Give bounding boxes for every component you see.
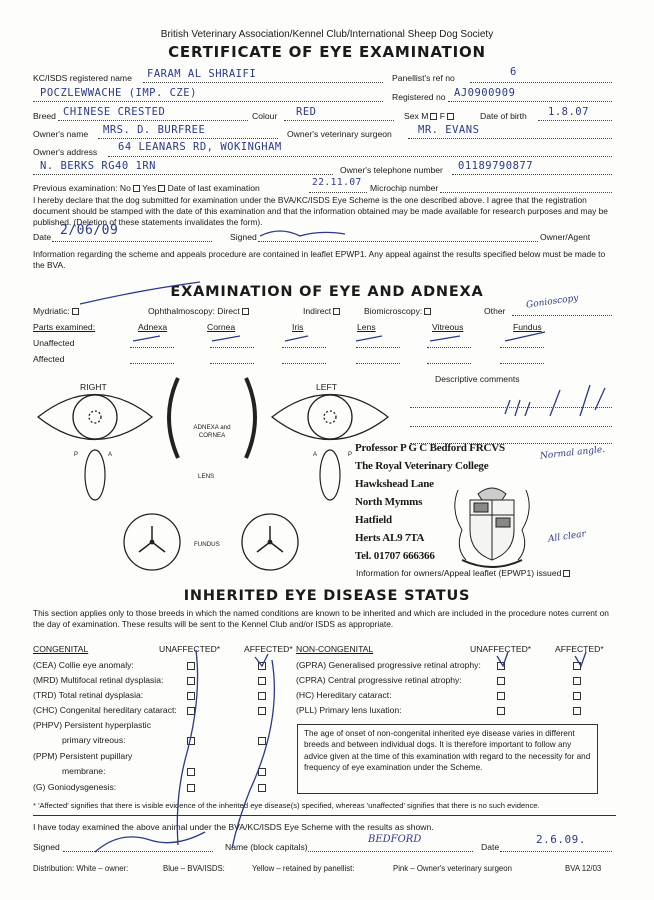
cong-affected-header: AFFECTED* — [244, 644, 293, 654]
vet-signature-stroke-2 — [232, 660, 274, 848]
declaration-text: I hereby declare that the dog submitted for examination under the BVA/KC/ISDS Eye Scheme is the one described above. I agree that the registration document should be stamped with the date of this examination and that the information obtained may be made available for research purposes and may be published. (Deletion of these statements invalidates the form). — [33, 195, 608, 228]
prev-exam-label: Previous examination: No — [33, 183, 131, 193]
sex-f-label: F — [439, 111, 446, 121]
fundus-label: FUNDUS — [194, 541, 220, 548]
row-code: (TRD) — [33, 690, 57, 700]
registered-no-value[interactable]: AJ0900909 — [454, 87, 516, 99]
vet-signature-stroke-1 — [177, 650, 197, 845]
lens-label: LENS — [198, 473, 215, 480]
vet-signed-label: Signed — [33, 842, 60, 852]
unaffected-label: Unaffected — [33, 338, 75, 348]
indirect-label: Indirect — [303, 306, 332, 316]
adnexa-cornea-label: ADNEXA and CORNEA — [193, 424, 231, 439]
left-p-label: P — [348, 452, 353, 458]
name-block-label: Name (block capitals) — [225, 842, 308, 852]
row-code: (PPM) — [33, 751, 58, 761]
row-code: (PHPV) — [33, 720, 63, 730]
stamp-line-3: Hawkshead Lane — [355, 478, 434, 490]
phone-value[interactable]: 01189790877 — [458, 160, 534, 172]
breed-value[interactable]: CHINESE CRESTED — [63, 106, 166, 118]
stamp-line-5: Hatfield — [355, 514, 392, 526]
right-eye-outline — [38, 395, 152, 440]
biomicroscopy-label: Biomicroscopy: — [364, 306, 423, 316]
congenital-header: CONGENITAL — [33, 644, 89, 654]
stamp-line-7: Tel. 01707 666366 — [355, 550, 435, 562]
date-label: Date — [33, 232, 52, 242]
affected-label: Affected — [33, 354, 65, 364]
stamp-line-1: Professor P G C Bedford FRCVS — [355, 442, 505, 454]
owner-address-value-line2[interactable]: N. BERKS RG40 1RN — [40, 160, 156, 172]
dob-label: Date of birth — [480, 111, 527, 121]
reg-name-label: KC/ISDS registered name — [33, 73, 132, 83]
row-code: (PLL) — [296, 705, 318, 715]
owner-address-label: Owner's address — [33, 147, 98, 157]
adnexa-title: EXAMINATION OF EYE AND ADNEXA — [170, 284, 484, 300]
row-name: Central progressive retinal atrophy: — [328, 675, 462, 685]
mydriatic-label: Mydriatic: — [33, 306, 70, 316]
owner-address-value[interactable]: 64 LEANARS RD, WOKINGHAM — [118, 141, 282, 153]
part-lens: Lens — [357, 322, 376, 332]
left-lens — [320, 450, 340, 500]
part-vitreous: Vitreous — [432, 322, 464, 332]
parts-examined-label: Parts examined: — [33, 322, 96, 332]
onset-note-box: The age of onset of non-congenital inherited eye disease varies in different breeds and between individual dogs. It is therefore important to follow any advice given at the time of this examination with regard to the necessity for and frequency of eye examination under the Scheme. — [297, 724, 598, 794]
form-code: BVA 12/03 — [565, 864, 602, 873]
left-eye-label: LEFT — [316, 382, 338, 392]
org-header: British Veterinary Association/Kennel Club/International Sheep Dog Society — [160, 29, 494, 40]
owner-signature — [260, 231, 345, 236]
other-value[interactable]: Gonioscopy — [525, 293, 580, 311]
right-p-label: P — [74, 452, 79, 458]
info-text: Information regarding the scheme and appeals procedure are contained in leaflet EPWP1. Any appeal against the results specified below must be made to the BVA. — [33, 249, 606, 271]
row-name: Generalised progressive retinal atrophy: — [328, 660, 481, 670]
prev-exam-yes-label: Yes — [142, 183, 157, 193]
right-eye-label: RIGHT — [80, 382, 107, 392]
stamp-line-4: North Mymms — [355, 496, 423, 508]
reg-name-value[interactable]: FARAM AL SHRAIFI — [147, 68, 257, 80]
inherited-title: INHERITED EYE DISEASE STATUS — [183, 588, 471, 604]
vet-date-label: Date — [481, 842, 500, 852]
row-name: Collie eye anomaly: — [58, 660, 134, 670]
left-cornea-bracket — [246, 378, 255, 458]
vet-date-value[interactable]: 2.6.09. — [536, 833, 586, 846]
row-name: Congenital hereditary cataract: — [59, 705, 177, 715]
distribution-white: Distribution: White – owner: — [33, 864, 129, 873]
panellist-ref-label: Panellist's ref no — [392, 73, 455, 83]
sex-label: Sex — [404, 111, 419, 121]
row-code: (CHC) — [33, 705, 58, 715]
part-adnexa: Adnexa — [138, 322, 168, 332]
vet-surgeon-label: Owner's veterinary surgeon — [287, 129, 392, 139]
microchip-label: Microchip number — [370, 183, 439, 193]
part-iris: Iris — [292, 322, 304, 332]
left-eye-diagram — [272, 395, 388, 440]
phone-label: Owner's telephone number — [340, 165, 443, 175]
non-unaffected-header: UNAFFECTED* — [470, 644, 532, 654]
row-code: (GPRA) — [296, 660, 327, 670]
last-exam-value[interactable]: 22.11.07 — [312, 177, 362, 188]
right-lens — [85, 450, 105, 500]
row-name: Hereditary cataract: — [316, 690, 392, 700]
panellist-ref-value[interactable]: 6 — [510, 66, 517, 78]
right-eye-diagram — [38, 395, 152, 440]
distribution-blue: Blue – BVA/ISDS: — [163, 864, 225, 873]
row-name: Total retinal dysplasia: — [58, 690, 144, 700]
colour-value[interactable]: RED — [296, 106, 317, 118]
row-name: Persistent hyperplastic — [64, 720, 151, 730]
footnote: * 'Affected' signifies that there is visible evidence of the inherited eye disease(s) specified, whereas 'unaffected' signifies that there is no such evidence. — [33, 801, 540, 810]
row-name: Multifocal retinal dysplasia: — [60, 675, 164, 685]
row-name: Primary lens luxation: — [319, 705, 402, 715]
row-code: (CEA) — [33, 660, 57, 670]
descriptive-comments-label: Descriptive comments — [435, 374, 520, 384]
right-pupil — [89, 411, 101, 423]
comment-normal-angle[interactable]: Normal angle. — [539, 444, 606, 462]
sex-m-label: M — [421, 111, 429, 121]
comment-all-clear[interactable]: All clear — [547, 529, 587, 545]
owner-name-label: Owner's name — [33, 129, 89, 139]
date-value[interactable]: 2/06/09 — [60, 223, 119, 238]
vet-surgeon-value[interactable]: MR. EVANS — [418, 124, 480, 136]
right-a-label: A — [108, 452, 113, 458]
stamp-line-2: The Royal Veterinary College — [355, 460, 489, 472]
row-code: (CPRA) — [296, 675, 326, 685]
row-name: Persistent pupillary — [59, 751, 133, 761]
last-exam-label: Date of last examination — [167, 183, 260, 193]
breed-label: Breed — [33, 111, 56, 121]
registered-no-label: Registered no — [392, 92, 446, 102]
certificate-title: CERTIFICATE OF EYE EXAMINATION — [168, 43, 486, 61]
pen-marks — [80, 231, 605, 852]
left-iris — [308, 395, 352, 439]
right-cornea-bracket — [169, 378, 178, 458]
owner-name-value[interactable]: MRS. D. BURFREE — [103, 124, 206, 136]
cong-row-phpv-2: primary vitreous: — [62, 735, 126, 745]
vet-signature — [95, 832, 205, 852]
examined-statement: I have today examined the above animal under the BVA/KC/ISDS Eye Scheme with the results as shown. — [33, 822, 434, 832]
owner-agent-label: Owner/Agent — [540, 232, 591, 242]
reg-name-value-line2[interactable]: POCZLEWWACHE (IMP. CZE) — [40, 87, 197, 99]
distribution-yellow: Yellow – retained by panellist: — [252, 864, 355, 873]
other-label: Other — [484, 306, 506, 316]
stamp-line-6: Herts AL9 7TA — [355, 532, 425, 544]
part-cornea: Cornea — [207, 322, 236, 332]
dob-value[interactable]: 1.8.07 — [548, 106, 589, 118]
row-code: (G) — [33, 782, 46, 792]
non-congenital-header: NON-CONGENITAL — [296, 644, 374, 654]
cong-row-ppm-2: membrane: — [62, 766, 106, 776]
left-a-label: A — [313, 452, 318, 458]
inherited-intro: This section applies only to those breeds in which the named conditions are known to be inherited and which are included in the procedure notes current on the day of examination. These results will be sent to the Kennel Club and/or ISDS as appropriate. — [33, 608, 609, 630]
row-name: Goniodysgenesis: — [47, 782, 117, 792]
part-fundus: Fundus — [513, 322, 542, 332]
vet-name-value[interactable]: BEDFORD — [368, 834, 422, 845]
non-affected-header: AFFECTED* — [555, 644, 604, 654]
college-crest — [455, 488, 529, 567]
row-code: (HC) — [296, 690, 315, 700]
info-owners-label: Information for owners/Appeal leaflet (EPWP1) issued — [356, 568, 562, 578]
colour-label: Colour — [252, 111, 278, 121]
ophthalmoscopy-label: Ophthalmoscopy: Direct — [148, 306, 240, 316]
row-code: (MRD) — [33, 675, 59, 685]
left-pupil — [324, 411, 336, 423]
left-eye-outline — [272, 395, 388, 440]
distribution-pink: Pink – Owner's veterinary surgeon — [393, 864, 512, 873]
right-iris — [73, 395, 117, 439]
cong-unaffected-header: UNAFFECTED* — [159, 644, 221, 654]
signed-label: Signed — [230, 232, 257, 242]
